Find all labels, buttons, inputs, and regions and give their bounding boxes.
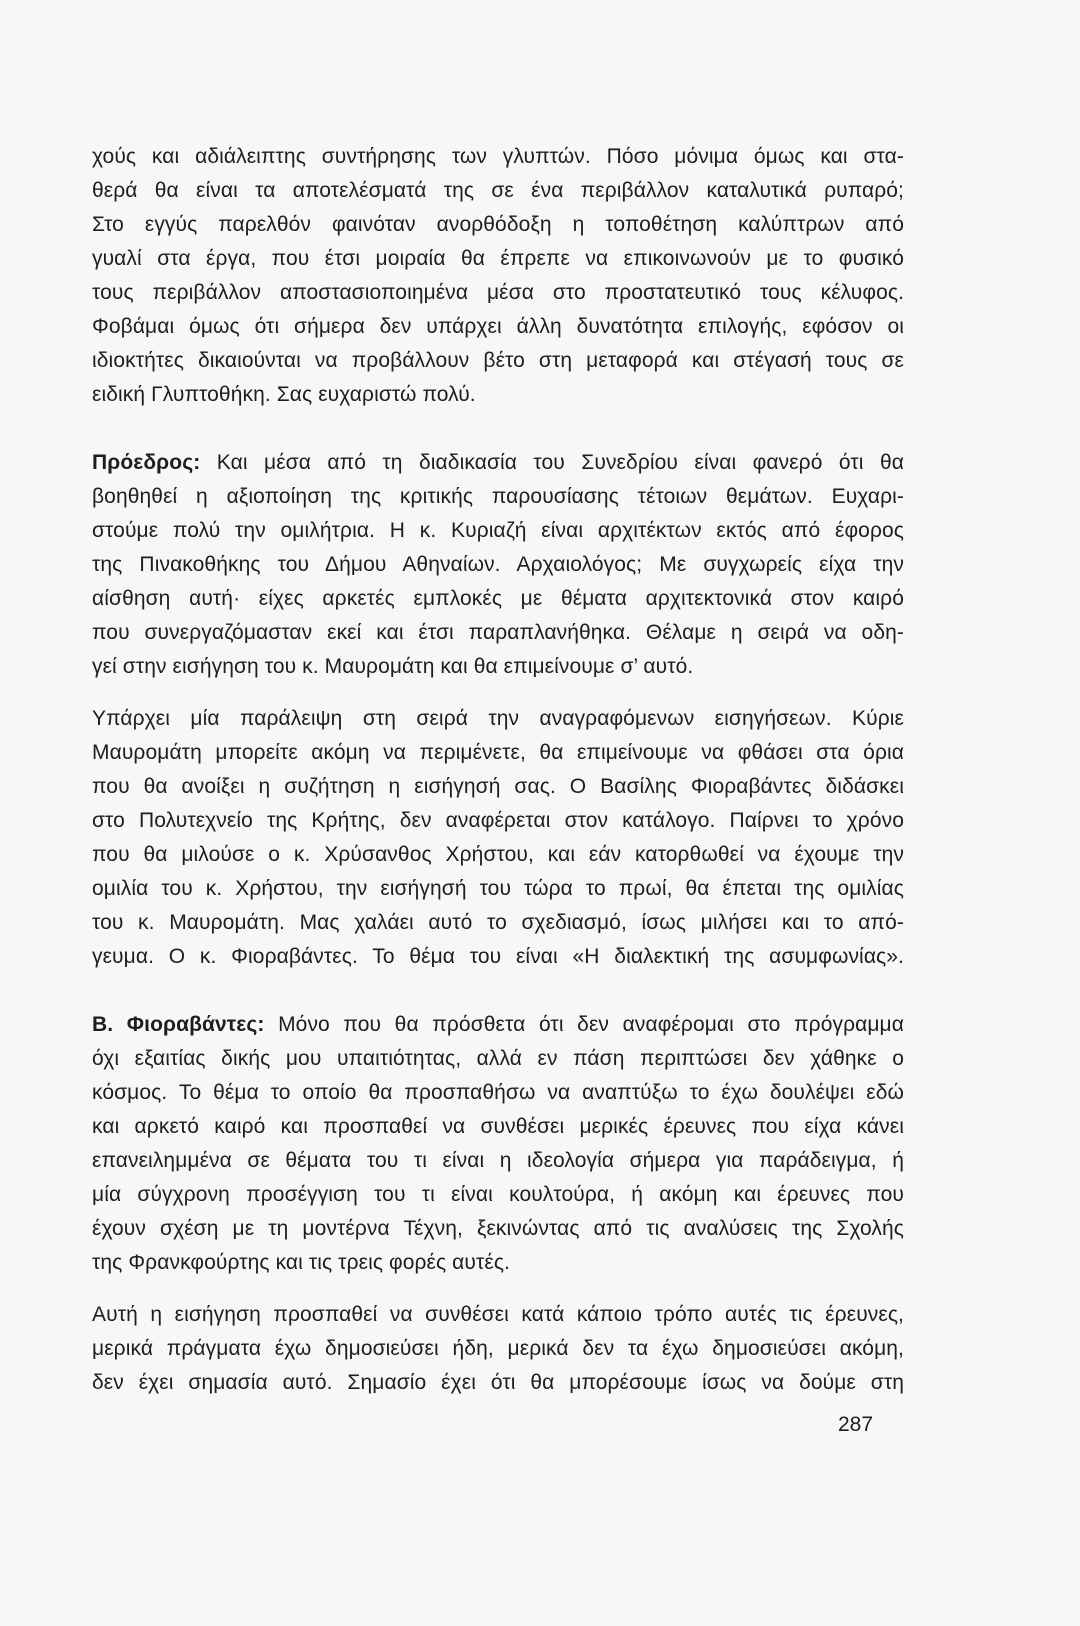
text-line: όχι εξαιτίας δικής μου υπαιτιότητας, αλλά εν πάση περιπτώσει δεν χάθηκε ο — [92, 1047, 904, 1070]
speaker-label: Πρόεδρος: — [92, 451, 201, 474]
paragraph — [92, 702, 904, 974]
paragraph-gap — [92, 974, 904, 1008]
text-line: τους περιβάλλον αποστασιοποιημένα μέσα στο προστατευτικό τους κέλυφος. — [92, 281, 904, 304]
paragraph-speaker-fioravantes — [92, 1008, 904, 1280]
text-line: μία σύγχρονη προσέγγιση του τι είναι κουλτούρα, ή ακόμη και έρευνες που — [92, 1183, 904, 1206]
text-line: επανειλημμένα σε θέματα του τι είναι η ιδεολογία σήμερα για παράδειγμα, ή — [92, 1149, 904, 1172]
text-line: Αυτή η εισήγηση προσπαθεί να συνθέσει κατά κάποιο τρόπο αυτές τις έρευνες, — [92, 1303, 904, 1326]
text-line: της Πινακοθήκης του Δήμου Αθηναίων. Αρχαιολόγος; Με συγχωρείς είχα την — [92, 553, 904, 576]
text-line: βοηθηθεί η αξιοποίηση της κριτικής παρουσίασης τέτοιων θεμάτων. Ευχαρι- — [92, 485, 904, 508]
text-line: ιδιοκτήτες δικαιούνται να προβάλλουν βέτο στη μεταφορά και στέγασή τους σε — [92, 349, 904, 372]
text-line: γευμα. Ο κ. Φιοραβάντες. Το θέμα του είναι «Η διαλεκτική της ασυμφωνίας». — [92, 945, 904, 968]
text-line: Στο εγγύς παρελθόν φαινόταν ανορθόδοξη η τοποθέτηση καλύπτρων από — [92, 213, 904, 236]
text-line: στούμε πολύ την ομιλήτρια. Η κ. Κυριαζή είναι αρχιτέκτων εκτός από έφορος — [92, 519, 904, 542]
text-line: μερικά πράγματα έχω δημοσιεύσει ήδη, μερικά δεν τα έχω δημοσιεύσει ακόμη, — [92, 1337, 904, 1360]
text-line — [92, 446, 904, 480]
text-line: θερά θα είναι τα αποτελέσματά της σε ένα περιβάλλον καταλυτικά ρυπαρό; — [92, 179, 904, 202]
text-line: στο Πολυτεχνείο της Κρήτης, δεν αναφέρεται στον κατάλογο. Παίρνει το χρόνο — [92, 809, 904, 832]
speaker-text: Και μέσα από τη διαδικασία του Συνεδρίου είναι φανερό ότι θα — [200, 451, 904, 474]
text-line: γεί στην εισήγηση του κ. Μαυρομάτη και θα επιμείνουμε σ’ αυτό. — [92, 655, 694, 678]
document-page — [92, 140, 904, 1400]
paragraph-speaker-president — [92, 446, 904, 684]
text-line: ομιλία του κ. Χρήστου, την εισήγησή του τώρα το πρωί, θα έπεται της ομιλίας — [92, 877, 904, 900]
text-line: κόσμος. Το θέμα το οποίο θα προσπαθήσω να αναπτύξω το έχω δουλέψει εδώ — [92, 1081, 904, 1104]
paragraph — [92, 140, 904, 412]
text-line: χούς και αδιάλειπτης συντήρησης των γλυπτών. Πόσο μόνιμα όμως και στα- — [92, 145, 904, 168]
text-line: ειδική Γλυπτοθήκη. Σας ευχαριστώ πολύ. — [92, 383, 476, 406]
paragraph-gap — [92, 684, 904, 702]
text-line: αίσθηση αυτή· είχες αρκετές εμπλοκές με θέματα αρχιτεκτονικά στον καιρό — [92, 587, 904, 610]
text-line: γυαλί στα έργα, που έτσι μοιραία θα έπρεπε να επικοινωνούν με το φυσικό — [92, 247, 904, 270]
text-line: και αρκετό καιρό και προσπαθεί να συνθέσει μερικές έρευνες που είχα κάνει — [92, 1115, 904, 1138]
text-line: Μαυρομάτη μπορείτε ακόμη να περιμένετε, θα επιμείνουμε να φθάσει στα όρια — [92, 741, 904, 764]
paragraph — [92, 1298, 904, 1400]
paragraph-gap — [92, 412, 904, 446]
paragraph-gap — [92, 1280, 904, 1298]
text-line: έχουν σχέση με τη μοντέρνα Τέχνη, ξεκινώντας από τις αναλύσεις της Σχολής — [92, 1217, 904, 1240]
text-line: της Φρανκφούρτης και τις τρεις φορές αυτές. — [92, 1251, 510, 1274]
speaker-text: Μόνο που θα πρόσθετα ότι δεν αναφέρομαι στο πρόγραμμα — [264, 1013, 904, 1036]
text-line — [92, 1008, 904, 1042]
text-line: που συνεργαζόμασταν εκεί και έτσι παραπλανήθηκα. Θέλαμε η σειρά να οδη- — [92, 621, 904, 644]
speaker-label: Β. Φιοραβάντες: — [92, 1013, 265, 1036]
text-line: Υπάρχει μία παράλειψη στη σειρά την αναγραφόμενων εισηγήσεων. Κύριε — [92, 707, 904, 730]
text-line: δεν έχει σημασία αυτό. Σημασίο έχει ότι θα μπορέσουμε ίσως να δούμε στη — [92, 1371, 904, 1394]
text-line: που θα μιλούσε ο κ. Χρύσανθος Χρήστου, και εάν κατορθωθεί να έχουμε την — [92, 843, 904, 866]
text-line: του κ. Μαυρομάτη. Μας χαλάει αυτό το σχεδιασμό, ίσως μιλήσει και το από- — [92, 911, 904, 934]
page-number: 287 — [838, 1413, 874, 1436]
text-line: Φοβάμαι όμως ότι σήμερα δεν υπάρχει άλλη δυνατότητα επιλογής, εφόσον οι — [92, 315, 904, 338]
text-line: που θα ανοίξει η συζήτηση η εισήγησή σας. Ο Βασίλης Φιοραβάντες διδάσκει — [92, 775, 904, 798]
